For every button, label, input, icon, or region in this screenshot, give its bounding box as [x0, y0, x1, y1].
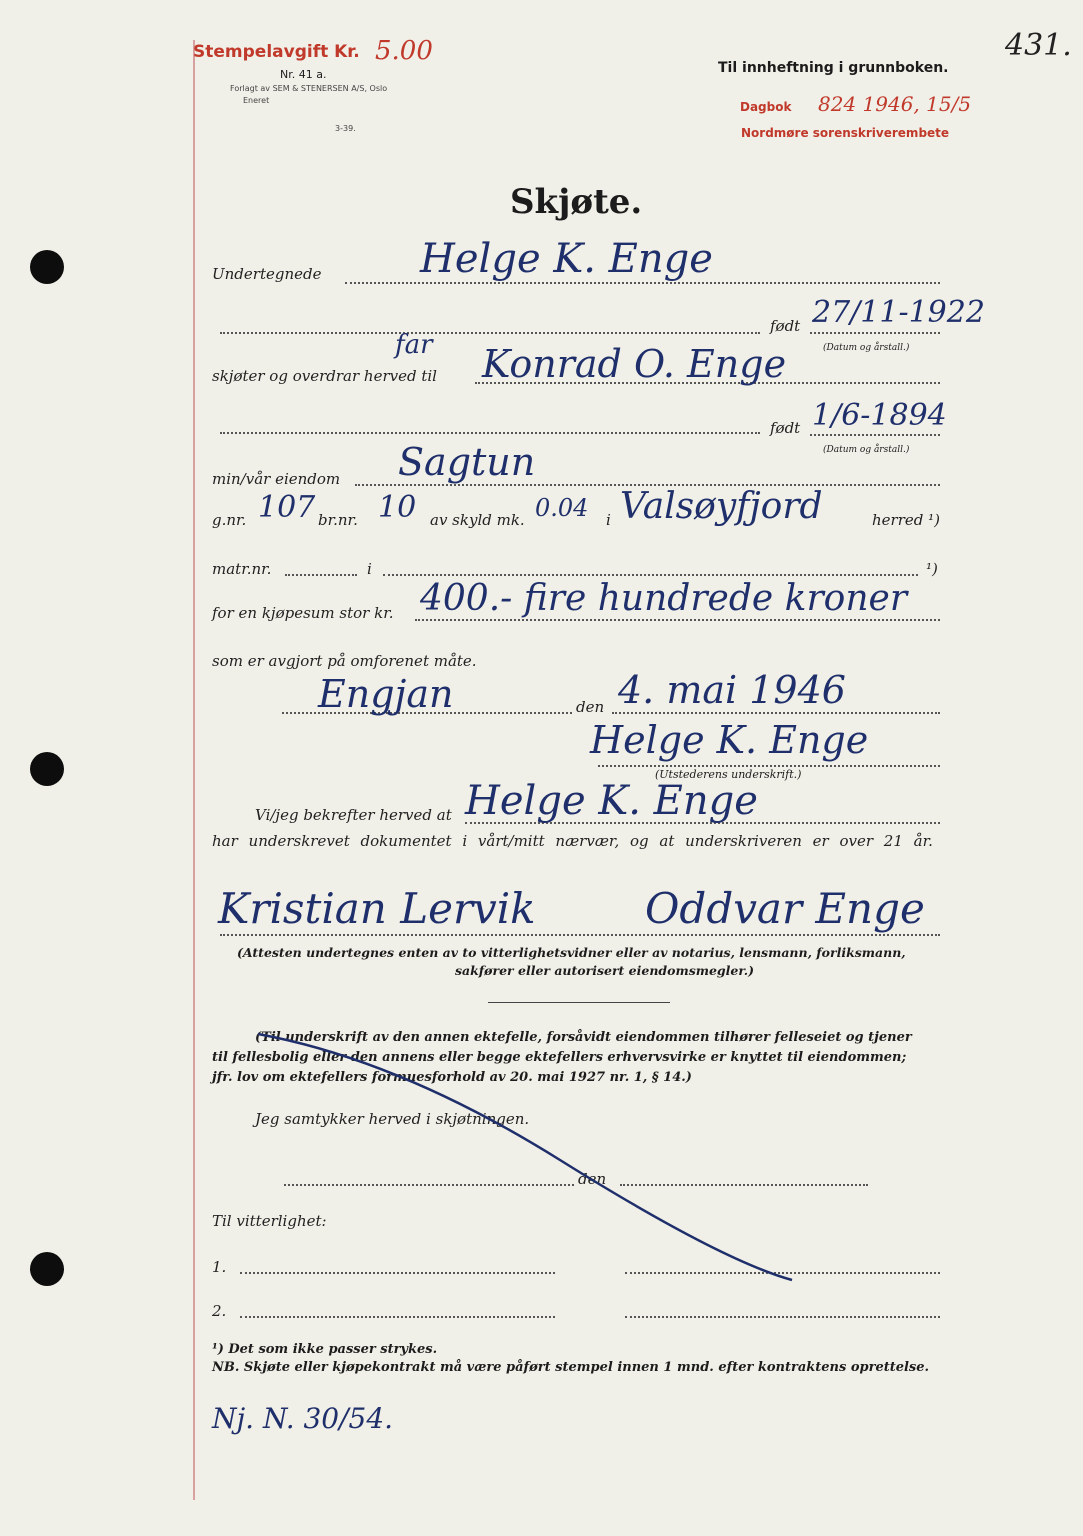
spouse-den-label: den	[578, 1170, 607, 1188]
property-name: Sagtun	[398, 440, 536, 484]
relation-note: far	[395, 330, 433, 360]
bottom-annotation: Nj. N. 30/54.	[212, 1402, 394, 1435]
place: Engjan	[318, 672, 454, 716]
stamp-tax-value: 5.00	[375, 36, 433, 66]
buyer-name: Konrad O. Enge	[482, 342, 787, 386]
matr-in: i	[367, 560, 372, 578]
confirm-text: har underskrevet dokumentet i vårt/mitt nærvær, og at underskriveren er over 21 år.	[212, 832, 933, 850]
date-signed: 4. mai 1946	[618, 668, 846, 712]
matr-note: ¹)	[926, 560, 938, 578]
witness-two: Oddvar Enge	[645, 884, 925, 933]
skyld-label: av skyld mk.	[430, 511, 525, 529]
settled-text: som er avgjort på omforenet måte.	[212, 652, 477, 670]
spouse-text-line3: jfr. lov om ektefellers formuesforhold av 20. mai 1927 nr. 1, § 14.)	[212, 1070, 692, 1085]
bnr-label: br.nr.	[318, 511, 358, 529]
date-hint: (Datum og årstall.)	[823, 343, 910, 353]
publisher-date: 3-39.	[335, 124, 356, 133]
undersigned-label: Undertegnede	[212, 265, 322, 283]
attest-note-line2: sakfører eller autorisert eiendomsmegler.)	[455, 963, 755, 978]
stamp-tax-label: Stempelavgift Kr.	[193, 42, 360, 62]
publisher-eneret: Eneret	[243, 96, 270, 105]
undersigned-name: Helge K. Enge	[420, 236, 713, 282]
property-label: min/vår eiendom	[212, 470, 341, 488]
herred-label: herred ¹)	[872, 511, 940, 529]
date-hint: (Datum og årstall.)	[823, 445, 910, 455]
bnr-value: 10	[378, 490, 417, 525]
spouse-text-line1: (Til underskrift av den annen ektefelle, forsåvidt eiendommen tilhører felleseiet og tjener	[255, 1030, 912, 1045]
consent-text: Jeg samtykker herved i skjøtningen.	[255, 1110, 530, 1128]
witness-item-two: 2.	[212, 1302, 227, 1320]
gnr-value: 107	[258, 490, 316, 525]
spouse-text-line2: til fellesbolig eller den annens eller begge ektefellers erhvervsvirke er knyttet til eiendommen;	[212, 1050, 907, 1065]
confirm-name: Helge K. Enge	[465, 778, 758, 824]
publisher-line: Forlagt av SEM & STENERSEN A/S, Oslo	[230, 84, 388, 93]
register-prefix: Dagbok	[740, 100, 792, 114]
footnote-two: NB. Skjøte eller kjøpekontrakt må være påført stempel innen 1 mnd. efter kontraktens oprettelse.	[212, 1360, 930, 1375]
price-label: for en kjøpesum stor kr.	[212, 604, 394, 622]
witness-item-one: 1.	[212, 1258, 227, 1276]
binding-note: Til innheftning i grunnboken.	[718, 60, 949, 76]
in-label: i	[606, 511, 611, 529]
form-number: Nr. 41 a.	[280, 68, 327, 81]
issuer-signature: Helge K. Enge	[590, 718, 869, 762]
court-office: Nordmøre sorenskriverembete	[741, 126, 950, 140]
den-label: den	[576, 698, 605, 716]
price-value: 400.- fire hundrede kroner	[420, 578, 908, 619]
undersigned-born: 27/11-1922	[812, 295, 985, 330]
born-label: født	[770, 317, 801, 335]
buyer-born: 1/6-1894	[812, 398, 947, 433]
witness-label: Til vitterlighet:	[212, 1212, 327, 1230]
born-label: født	[770, 419, 801, 437]
document-title: Skjøte.	[510, 182, 643, 222]
matr-label: matr.nr.	[212, 560, 272, 578]
page-number: 431.	[1005, 28, 1072, 63]
municipality: Valsøyfjord	[620, 486, 823, 527]
attest-note-line1: (Attesten undertegnes enten av to vitterlighetsvidner eller av notarius, lensmann, forliksmann,	[237, 945, 906, 960]
gnr-label: g.nr.	[212, 511, 247, 529]
issuer-caption: (Utstederens underskrift.)	[655, 768, 802, 781]
footnote-one: ¹) Det som ikke passer strykes.	[212, 1342, 438, 1357]
skyld-value: 0.04	[535, 494, 589, 522]
confirm-label: Vi/jeg bekrefter herved at	[255, 806, 452, 824]
transfer-label: skjøter og overdrar herved til	[212, 367, 437, 385]
witness-one: Kristian Lervik	[218, 884, 536, 933]
register-entry: 824 1946, 15/5	[818, 92, 972, 116]
